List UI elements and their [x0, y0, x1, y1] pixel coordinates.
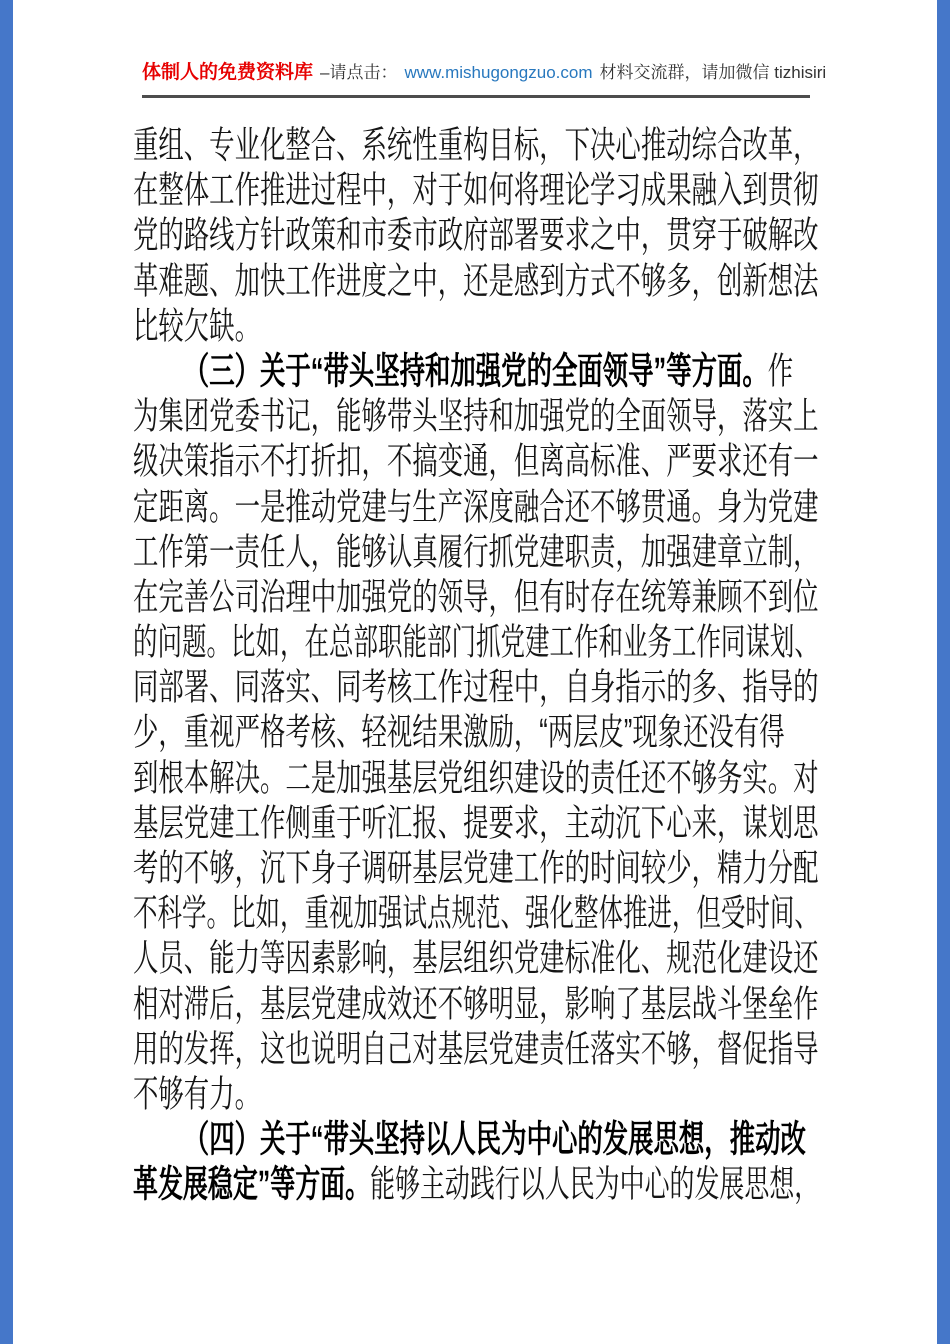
text-segment: 级决策指示不打折扣，不搞变通，但离高标准、严要求还有一	[133, 441, 819, 483]
text-segment: 相对滞后，基层党建成效还不够明显，影响了基层战斗堡垒作	[133, 983, 819, 1025]
text-segment: 党的路线方针政策和市委市政府部署要求之中，贯穿于破解改	[133, 215, 819, 257]
bold-text-segment: （三）关于“带头坚持和加强党的全面领导”等方面。	[183, 351, 768, 392]
text-segment: 工作第一责任人，能够认真履行抓党建职责，加强建章立制，	[133, 532, 819, 573]
text-segment: 不够有力。	[133, 1074, 260, 1115]
text-line	[133, 1153, 820, 1219]
text-segment: 在完善公司治理中加强党的领导，但有时存在统筹兼顾不到位	[133, 577, 819, 618]
text-segment: 作	[767, 351, 794, 392]
text-segment: 同部署、同落实、同考核工作过程中，自身指示的多、指导的	[133, 667, 819, 709]
text-segment: 的问题。比如，在总部职能部门抓党建工作和业务工作同谋划、	[133, 622, 819, 664]
promo-header	[142, 58, 827, 98]
document-body	[133, 124, 819, 1209]
text-segment: 能够主动践行以人民为中心的发展思想，	[370, 1164, 820, 1206]
brand-text: 体制人的免费资料库	[142, 62, 314, 83]
text-segment: 比较欠缺。	[133, 306, 260, 347]
text-segment: 到根本解决。二是加强基层党组织建设的责任还不够务实。对	[133, 758, 819, 799]
text-segment: 革难题、加快工作进度之中，还是感到方式不够多，创新想法	[133, 260, 819, 302]
bold-text-segment: 革发展稳定”等方面。	[133, 1164, 371, 1206]
text-segment: 人员、能力等因素影响，基层组织党建标准化、规范化建设还	[133, 938, 819, 980]
text-segment: 重组、专业化整合、系统性重构目标，下决心推动综合改革，	[133, 125, 819, 167]
text-segment: 为集团党委书记，能够带头坚持和加强党的全面领导，落实上	[133, 396, 819, 438]
contact-hint: 材料交流群，请加微信 tizhisiri	[599, 63, 827, 82]
bold-text-segment: （四）关于“带头坚持以人民为中心的发展思想，推动改	[183, 1119, 806, 1161]
left-blue-border	[0, 0, 13, 1344]
website-link[interactable]: www.mishugongzuo.com	[404, 63, 593, 82]
right-blue-border	[937, 0, 950, 1344]
text-segment: 定距离。一是推动党建与生产深度融合还不够贯通。身为党建	[133, 486, 819, 528]
text-segment: 在整体工作推进过程中，对于如何将理论学习成果融入到贯彻	[133, 170, 819, 212]
text-segment: 考的不够，沉下身子调研基层党建工作的时间较少，精力分配	[133, 848, 819, 890]
text-segment: 用的发挥，这也说明自己对基层党建责任落实不够，督促指导	[133, 1029, 819, 1070]
text-segment: 少，重视严格考核、轻视结果激励，“两层皮”现象还没有得	[133, 712, 785, 754]
text-segment: 基层党建工作侧重于听汇报、提要求，主动沉下心来，谋划思	[133, 803, 819, 844]
text-segment: 不科学。比如，重视加强试点规范、强化整体推进，但受时间、	[133, 893, 819, 935]
click-hint: –请点击：	[320, 63, 398, 82]
